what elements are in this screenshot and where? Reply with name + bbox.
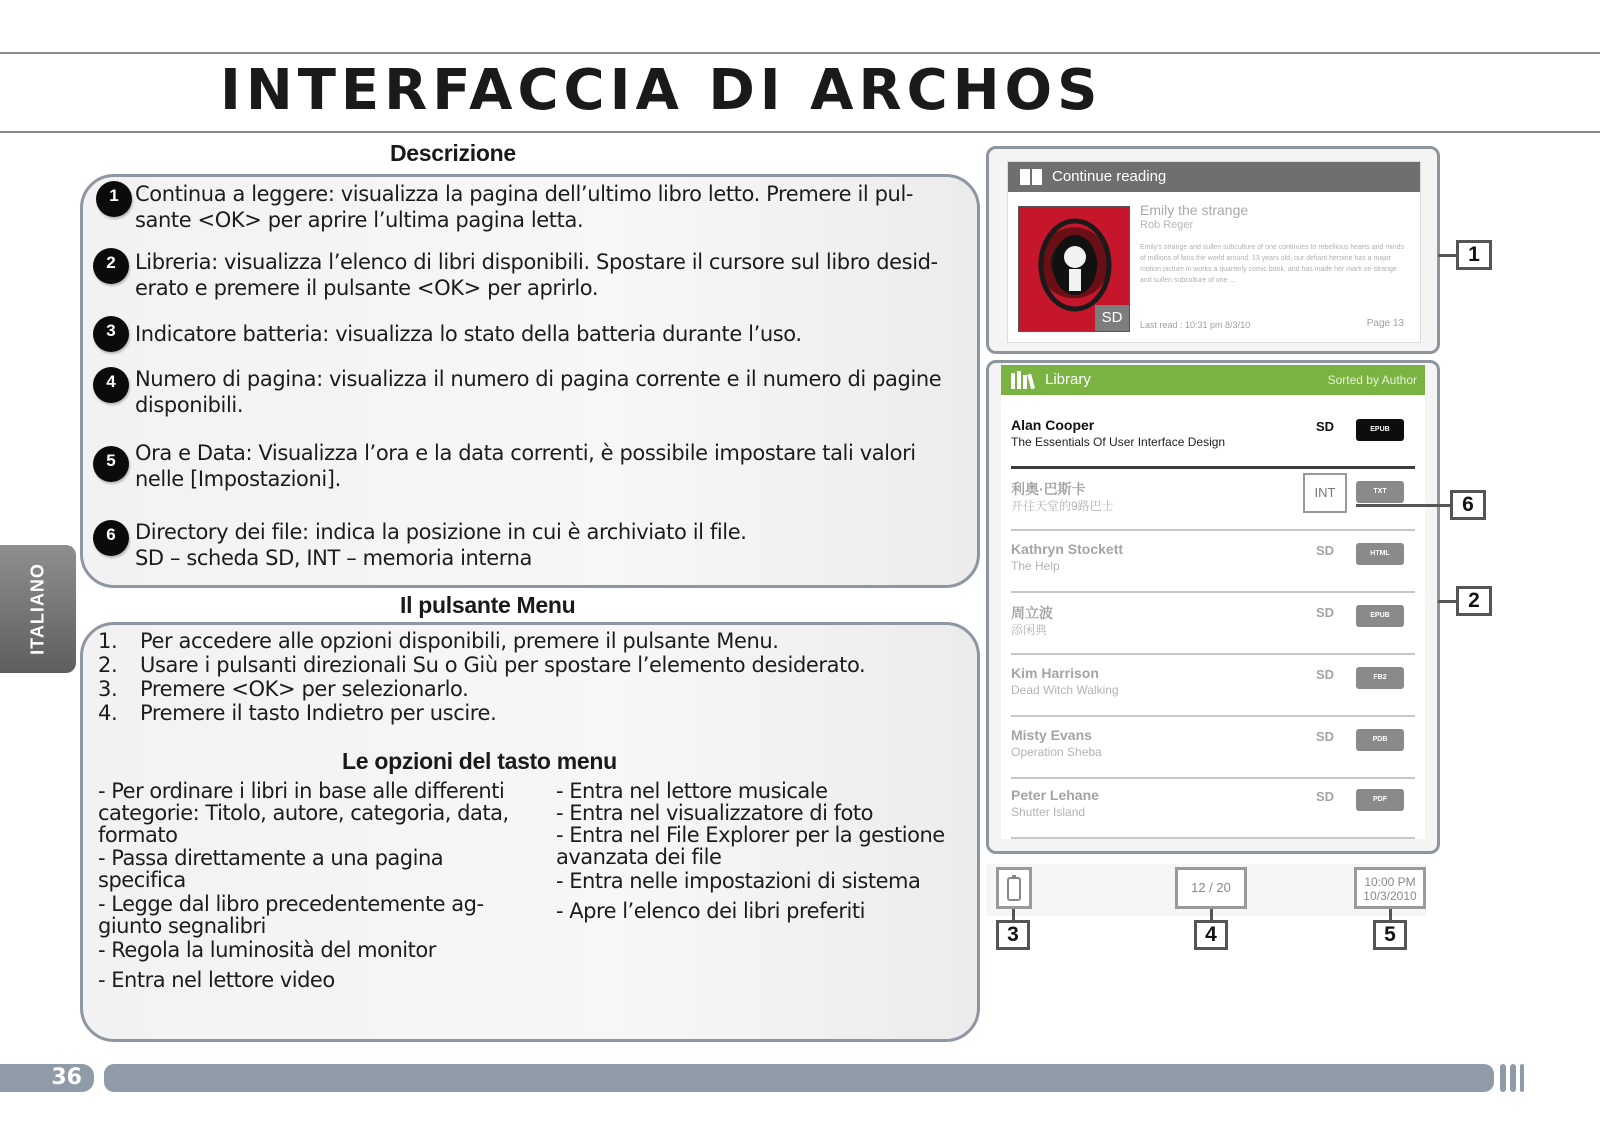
library-icon xyxy=(1011,371,1037,389)
battery-indicator xyxy=(996,867,1032,909)
row-format-badge: PDF xyxy=(1356,789,1404,811)
menu-step-2-number: 2. xyxy=(98,653,118,677)
library-row[interactable] xyxy=(1011,595,1415,655)
row-format-badge: HTML xyxy=(1356,543,1404,565)
library-row[interactable] xyxy=(1011,409,1415,469)
callout-6-line xyxy=(1356,504,1450,507)
menu-option-right-3: - Entra nel File Explorer per la gestione avanzata dei file xyxy=(556,823,945,869)
menu-step-2 xyxy=(98,653,865,677)
library-row[interactable] xyxy=(1011,779,1415,839)
description-item-4-line2: disponibili. xyxy=(135,393,244,417)
continue-reading-frame xyxy=(986,146,1440,354)
clock-time: 10:00 PM xyxy=(1364,875,1416,889)
row-location: SD xyxy=(1316,419,1335,434)
description-item-3-line1: Indicatore batteria: visualizza lo stato della batteria durante l’uso. xyxy=(135,322,802,346)
row-location: SD xyxy=(1316,729,1335,744)
library-list xyxy=(1001,365,1425,839)
continue-reading-header-label: Continue reading xyxy=(1052,168,1167,185)
description-item-6-line1: Directory dei file: indica la posizione in cui è archiviato il file. xyxy=(135,520,747,544)
callout-2-line xyxy=(1438,600,1456,603)
page-indicator: 12 / 20 xyxy=(1175,867,1247,909)
callout-3: 3 xyxy=(996,920,1030,950)
menu-option-left-2: - Passa direttamente a una pagina specifica xyxy=(98,846,444,892)
menu-step-1-number: 1. xyxy=(98,629,118,653)
menu-option-right-5: - Apre l’elenco dei libri preferiti xyxy=(556,899,865,923)
library-sort-label[interactable]: Sorted by Author xyxy=(1327,373,1417,387)
description-item-5-line1: Ora e Data: Visualizza l’ora e la data correnti, è possibile impostare tali valori xyxy=(135,441,916,465)
library-row[interactable] xyxy=(1011,657,1415,717)
continue-reading-page: Page 13 xyxy=(1366,318,1404,329)
row-location-highlight: INT xyxy=(1303,473,1347,513)
menu-option-left-3: - Legge dal libro precedentemente ag-giunto segnalibri xyxy=(98,892,484,938)
row-format-badge: TXT xyxy=(1356,481,1404,503)
row-format-badge: PDB xyxy=(1356,729,1404,751)
footer-stripe xyxy=(1520,1064,1524,1092)
cover-location-badge: SD xyxy=(1095,305,1129,331)
callout-2: 2 xyxy=(1456,586,1492,616)
language-tab-label: ITALIANO xyxy=(27,563,48,655)
menu-option-left-5: - Entra nel lettore video xyxy=(98,968,335,992)
menu-step-1-text: Per accedere alle opzioni disponibili, premere il pulsante Menu. xyxy=(140,629,779,653)
row-location: SD xyxy=(1316,605,1335,620)
row-author: 利奥·巴斯卡 xyxy=(1011,481,1086,497)
description-item-2-line1: Libreria: visualizza l’elenco di libri disponibili. Spostare il cursore sul libro desid- xyxy=(135,250,938,274)
row-title: The Essentials Of User Interface Design xyxy=(1011,435,1226,449)
open-book-icon xyxy=(1020,169,1042,185)
description-item-4 xyxy=(135,366,975,418)
footer-bar xyxy=(104,1064,1494,1092)
row-author: Kim Harrison xyxy=(1011,665,1099,681)
row-location: SD xyxy=(1316,543,1335,558)
row-author: Alan Cooper xyxy=(1011,417,1095,433)
continue-reading-header xyxy=(1008,162,1420,192)
continue-reading-blurb: Emily's strange and sullen subculture of one continues to rebellious hearts and minds of millions of fans the world around. 13 years old, our defiant heroine has a major motion picture in works a quarterly comic book, and has made her mark on strange and sullen subculture of one ... xyxy=(1140,244,1404,284)
description-item-6-line2: SD – scheda SD, INT – memoria interna xyxy=(135,546,533,570)
row-format-badge: EPUB xyxy=(1356,605,1404,627)
description-number-1: 1 xyxy=(96,181,132,217)
menu-step-1 xyxy=(98,629,779,653)
library-header-label: Library xyxy=(1045,371,1091,388)
page-number: 36 xyxy=(0,1064,94,1092)
description-number-6: 6 xyxy=(93,520,129,556)
description-item-4-line1: Numero di pagina: visualizza il numero di pagina corrente e il numero di pagine xyxy=(135,367,942,391)
menu-step-3-text: Premere <OK> per selezionarlo. xyxy=(140,677,469,701)
description-heading: Descrizione xyxy=(390,140,516,166)
library-header xyxy=(1001,365,1425,395)
row-format-badge: FB2 xyxy=(1356,667,1404,689)
description-item-2 xyxy=(135,249,975,301)
description-number-3: 3 xyxy=(93,316,129,352)
menu-option-right-2: - Entra nel visualizzatore di foto xyxy=(556,801,873,825)
library-frame xyxy=(986,360,1440,854)
description-item-5-line2: nelle [Impostazioni]. xyxy=(135,467,341,491)
row-title: Dead Witch Walking xyxy=(1011,683,1119,697)
callout-1-line xyxy=(1438,254,1456,257)
description-item-1-line2: sante <OK> per aprire l’ultima pagina letta. xyxy=(135,208,584,232)
description-number-4: 4 xyxy=(93,367,129,403)
row-title: 添闲典 xyxy=(1011,623,1048,637)
menu-step-4 xyxy=(98,701,496,725)
menu-step-3-number: 3. xyxy=(98,677,118,701)
callout-5: 5 xyxy=(1373,920,1407,950)
row-location: SD xyxy=(1316,789,1335,804)
footer-stripe xyxy=(1500,1064,1506,1092)
description-item-2-line2: erato e premere il pulsante <OK> per aprirlo. xyxy=(135,276,599,300)
callout-1: 1 xyxy=(1456,240,1492,270)
description-number-5: 5 xyxy=(93,446,129,482)
clock-date: 10/3/2010 xyxy=(1363,889,1417,903)
menu-step-2-text: Usare i pulsanti direzionali Su o Giù per spostare l’elemento desiderato. xyxy=(140,653,866,677)
clock-indicator xyxy=(1354,867,1426,909)
library-row[interactable] xyxy=(1011,471,1415,531)
language-tab xyxy=(0,545,76,673)
menu-step-3 xyxy=(98,677,468,701)
row-title: The Help xyxy=(1011,559,1060,573)
description-item-5 xyxy=(135,440,975,492)
row-author: Misty Evans xyxy=(1011,727,1092,743)
row-author: 周立波 xyxy=(1011,605,1053,621)
top-rule xyxy=(0,52,1600,54)
description-item-3 xyxy=(135,321,975,347)
continue-reading-card[interactable] xyxy=(1007,161,1421,343)
menu-option-right-1: - Entra nel lettore musicale xyxy=(556,779,828,803)
continue-reading-author: Rob Reger xyxy=(1140,219,1194,231)
continue-reading-title: Emily the strange xyxy=(1140,202,1249,218)
row-format-badge: EPUB xyxy=(1356,419,1404,441)
menu-option-right-4: - Entra nelle impostazioni di sistema xyxy=(556,869,921,893)
row-author: Peter Lehane xyxy=(1011,787,1099,803)
description-item-1 xyxy=(135,181,975,233)
menu-step-4-number: 4. xyxy=(98,701,118,725)
description-item-1-line1: Continua a leggere: visualizza la pagina dell’ultimo libro letto. Premere il pul- xyxy=(135,182,914,206)
title-rule xyxy=(0,131,1600,133)
row-author: Kathryn Stockett xyxy=(1011,541,1124,557)
menu-option-left-1: - Per ordinare i libri in base alle differenti categorie: Titolo, autore, categoria, data, formato xyxy=(98,779,509,847)
menu-step-4-text: Premere il tasto Indietro per uscire. xyxy=(140,701,497,725)
description-item-6 xyxy=(135,519,975,571)
battery-icon xyxy=(999,870,1029,906)
row-location: SD xyxy=(1316,667,1335,682)
page-title: INTERFACCIA DI ARCHOS xyxy=(220,58,1103,123)
description-number-2: 2 xyxy=(93,248,129,284)
menu-option-left-4: - Regola la luminosità del monitor xyxy=(98,938,436,962)
row-title: 开往天堂的9路巴士 xyxy=(1011,499,1114,513)
callout-6: 6 xyxy=(1450,490,1486,520)
callout-4: 4 xyxy=(1194,920,1228,950)
row-title: Shutter Island xyxy=(1011,805,1086,819)
menu-options-heading: Le opzioni del tasto menu xyxy=(342,748,617,774)
footer-stripe xyxy=(1510,1064,1516,1092)
library-row[interactable] xyxy=(1011,533,1415,593)
continue-reading-last-read: Last read : 10:31 pm 8/3/10 xyxy=(1140,320,1251,330)
menu-heading: Il pulsante Menu xyxy=(400,592,576,618)
row-title: Operation Sheba xyxy=(1011,745,1102,759)
library-row[interactable] xyxy=(1011,719,1415,779)
book-cover xyxy=(1018,206,1130,332)
